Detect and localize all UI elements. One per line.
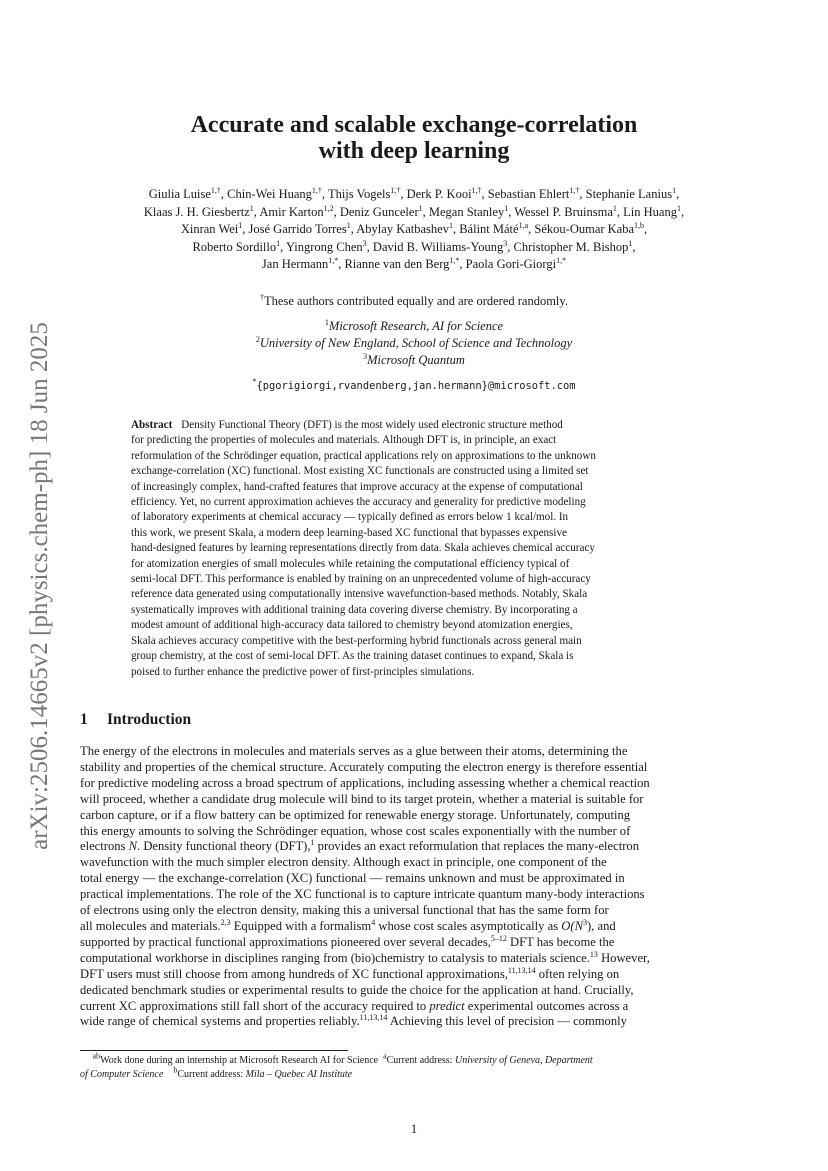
author-affil-mark: 1 <box>504 203 509 213</box>
body-line: all molecules and materials.$^{2,3}$ Equipped with a formalism$^4$ whose cost scales asymptotically as $O(N^3)$, and <box>80 917 616 933</box>
author-name: Paola Gori-Giorgi <box>465 257 557 271</box>
author-name: Derk P. Kooi <box>406 187 472 201</box>
author-affil-mark: 1,* <box>449 255 460 265</box>
body-line: stability and properties of the chemical structure. Accurately computing the electron energy is therefore essential <box>80 759 648 774</box>
author-name: Rianne van den Berg <box>344 257 450 271</box>
abstract-line: semi-local DFT. This performance is enabled by training on an unprecedented volume of high-accuracy <box>131 573 591 586</box>
footnote-line: of Computer Science $^b$Current address: Mila – Quebec AI Institute <box>80 1065 353 1080</box>
author-affil-mark: 1 <box>628 238 633 248</box>
affiliations <box>90 293 738 395</box>
abstract-line: poised to further enhance the predictive power of first-principles simulations. <box>131 665 475 678</box>
body-line: DFT users must still choose from among hundreds of XC functional approximations,$^{11,13,14}$ often relying on <box>80 965 620 981</box>
affiliation-2: $^2$University of New England, School of Science and Technology <box>255 334 573 350</box>
abstract-line: for predicting the properties of molecules and materials. Although DFT is, in principle, an exact <box>131 434 557 447</box>
arxiv-identifier: arXiv:2506.14665v2 [physics.chem-ph] 18 Jun 2025 <box>26 322 53 850</box>
body-line: dedicated benchmark studies or experimental results to guide the choice for the application at hand. Crucially, <box>80 982 634 997</box>
abstract-line: hand-designed features by learning representations directly from data. Skala achieves chemical accuracy <box>131 542 595 555</box>
body-line: computational workhorse in disciplines ranging from (bio)chemistry to catalysis to materials science.$^{13}$ However, <box>80 949 650 965</box>
abstract-line: of increasingly complex, hand-crafted features that improve accuracy at the expense of computational <box>131 480 583 493</box>
author-name: Jan Hermann <box>261 257 329 271</box>
corresponding-email: *{pgorigiorgi,rvandenberg,jan.hermann}@microsoft.com <box>252 376 576 392</box>
page-number: 1 <box>410 1122 418 1136</box>
author-line: Giulia Luise$^{1,\dagger}$, Chin-Wei Huang$^{1,\dagger}$, Thijs Vogels$^{1,\dagger}$, Derk P. Kooi$^{1,\dagger}$, Sebastian Ehlert$^{1,\dagger}$, Stephanie Lanius$^1$, <box>148 185 680 201</box>
footnotes <box>80 1051 748 1081</box>
author-affil-mark: 1,a <box>518 220 529 230</box>
abstract-line: efficiency. Yet, no current approximation achieves the accuracy and generality for predictive modeling <box>131 496 586 509</box>
author-affil-mark: 1 <box>612 203 617 213</box>
author-affil-mark: 1 <box>238 220 243 230</box>
author-name: Chin-Wei Huang <box>227 187 312 201</box>
author-affil-mark: 1,† <box>311 185 322 195</box>
body-line: supported by practical functional approximations pioneered over several decades,$^{5-12}$ DFT has become the <box>80 933 615 949</box>
body-line: for predictive modeling across a broad spectrum of applications, including assessing whether a chemical reaction <box>80 775 650 790</box>
author-line: Klaas J. H. Giesbertz$^1$, Amir Karton$^{1,2}$, Deniz Gunceler$^1$, Megan Stanley$^1$, Wessel P. Bruinsma$^1$, Lin Huang$^1$, <box>143 203 685 219</box>
body-line: total energy — the exchange-correlation (XC) functional — remains unknown and must be approximated in <box>80 871 625 886</box>
title-line-2: with deep learning <box>318 138 510 164</box>
author-affil-mark: 1 <box>672 185 677 195</box>
citation[interactable]: 11,13,14 <box>359 1013 388 1023</box>
abstract-line: Abstract Density Functional Theory (DFT) is the most widely used electronic structure method <box>131 419 563 431</box>
footnote-rule <box>80 1050 348 1051</box>
author-affil-mark: 1,2 <box>323 203 334 213</box>
section-heading <box>80 711 191 729</box>
section-number: 1 <box>80 711 88 728</box>
body-line: wide range of chemical systems and properties reliably.$^{11,13,14}$ Achieving this level of precision — commonly <box>80 1013 627 1029</box>
citation[interactable]: 5–12 <box>490 933 507 943</box>
author-name: Thijs Vogels <box>327 187 391 201</box>
author-name: Lin Huang <box>623 204 677 219</box>
author-affil-mark: 1,b <box>634 220 645 230</box>
author-name: Klaas J. H. Giesbertz <box>143 204 250 219</box>
author-name: Bálint Máté <box>459 222 519 236</box>
body-line: will proceed, whether a candidate drug molecule will bind to its target protein, whether a material is suitable for <box>80 791 644 806</box>
author-affil-mark: 3 <box>503 238 508 248</box>
section-title: Introduction <box>107 711 192 728</box>
author-affil-mark: 3 <box>362 238 367 248</box>
author-name: José Garrido Torres <box>248 222 347 236</box>
abstract-line: exchange-correlation (XC) functional. Most existing XC functionals are constructed using a limited set <box>131 465 589 478</box>
author-name: Stephanie Lanius <box>585 187 673 201</box>
author-name: Amir Karton <box>259 204 324 219</box>
abstract-line: of laboratory experiments at chemical accuracy — typically defined as errors below 1 kcal/mol. In <box>131 511 569 524</box>
body-line: practical implementations. The role of the XC functional is to capture intricate quantum many-body interactions <box>80 887 645 902</box>
author-name: Roberto Sordillo <box>192 239 277 254</box>
body-line: current XC approximations still fall short of the accuracy required to predict experimental outcomes across a <box>80 998 629 1013</box>
body-line: this energy amounts to solving the Schrödinger equation, whose cost scales exponentially with the number of <box>80 823 631 838</box>
body-line: wavefunction with the much simpler electron density. Although exact in principle, one component of the <box>80 855 607 870</box>
author-name: Christopher M. Bishop <box>513 239 629 254</box>
author-name: Wessel P. Bruinsma <box>514 204 613 219</box>
equal-contribution-note: †These authors contributed equally and are ordered randomly. <box>260 292 568 308</box>
citation[interactable]: 13 <box>589 949 598 959</box>
author-name: Deniz Gunceler <box>339 204 419 219</box>
abstract-line: modest amount of additional high-accuracy data tailored to chemistry beyond atomization energies, <box>131 619 573 632</box>
author-name: Sékou-Oumar Kaba <box>534 222 635 236</box>
abstract-line: reformulation of the Schrödinger equation, practical applications rely on approximations to the unknown <box>131 449 596 462</box>
author-affil-mark: 1 <box>448 220 453 230</box>
affiliation-1: $^1$Microsoft Research, AI for Science <box>324 317 504 333</box>
citation[interactable]: 4 <box>371 917 376 927</box>
abstract-line: systematically improves with additional training data covering diverse chemistry. By incorporating a <box>131 603 578 616</box>
author-affil-mark: 1 <box>676 203 681 213</box>
abstract-line: Skala achieves accuracy competitive with the best-performing hybrid functionals across general main <box>131 634 582 647</box>
author-affil-mark: 1 <box>249 203 254 213</box>
paper-title <box>90 112 738 164</box>
abstract <box>131 418 699 680</box>
author-line: Roberto Sordillo$^1$, Yingrong Chen$^3$, David B. Williams-Young$^3$, Christopher M. Bishop$^1$, <box>192 238 636 254</box>
author-name: Megan Stanley <box>428 204 505 219</box>
author-affil-mark: 1,† <box>471 185 482 195</box>
author-list <box>70 186 758 274</box>
author-affil-mark: 1 <box>346 220 351 230</box>
body-line: carbon capture, or if a flow battery can be optimized for renewable energy storage. Unfortunately, computing <box>80 807 631 822</box>
abstract-heading: Abstract <box>131 419 173 431</box>
author-affil-mark: 1,† <box>390 185 401 195</box>
body-line: The energy of the electrons in molecules and materials serves as a glue between their atoms, determining the <box>80 744 628 758</box>
citation[interactable]: 11,13,14 <box>507 965 536 975</box>
author-line: Jan Hermann$^{1,*}$, Rianne van den Berg$^{1,*}$, Paola Gori-Giorgi$^{1,*}$ <box>261 255 567 271</box>
author-affil-mark: 1 <box>276 238 281 248</box>
author-name: Giulia Luise <box>148 187 211 201</box>
author-name: Sebastian Ehlert <box>487 187 570 201</box>
author-name: Yingrong Chen <box>285 239 363 254</box>
author-name: Abylay Katbashev <box>356 222 449 236</box>
author-name: David B. Williams-Young <box>372 239 504 254</box>
abstract-line: this work, we present Skala, a modern deep learning-based XC functional that bypasses expensive <box>131 526 567 539</box>
author-name: Xinran Wei <box>180 222 239 236</box>
citation[interactable]: 2,3 <box>220 917 231 927</box>
author-line: Xinran Wei$^1$, José Garrido Torres$^1$, Abylay Katbashev$^1$, Bálint Máté$^{1,a}$, Sékou-Oumar Kaba$^{1,b}$, <box>180 220 648 236</box>
body-line: of electrons using only the electron density, making this a universal functional that has the same form for <box>80 903 609 918</box>
author-affil-mark: 1,* <box>556 255 567 265</box>
citation[interactable]: 1 <box>310 838 315 848</box>
body-line: electrons N. Density functional theory (DFT),$^1$ provides an exact reformulation that replaces the many-electron <box>80 838 639 854</box>
footnote-line: $^{ab}$Work done during an internship at Microsoft Research AI for Science $^a$Current address: University of Geneva, Department <box>92 1051 593 1066</box>
abstract-line: for atomization energies of small molecules while retaining the computational efficiency typical of <box>131 557 570 570</box>
abstract-line: group chemistry, at the cost of semi-local DFT. As the training dataset continues to expand, Skala is <box>131 650 574 663</box>
author-affil-mark: 1,* <box>328 255 339 265</box>
title-line-1: Accurate and scalable exchange-correlation <box>190 112 638 138</box>
introduction-text <box>80 744 748 1030</box>
author-affil-mark: 1,† <box>210 185 221 195</box>
affiliation-3: $^3$Microsoft Quantum <box>363 351 465 367</box>
author-affil-mark: 1,† <box>569 185 580 195</box>
author-affil-mark: 1 <box>418 203 423 213</box>
abstract-line: reference data generated using computationally intensive wavefunction-based methods. Notably, Skala <box>131 588 588 601</box>
